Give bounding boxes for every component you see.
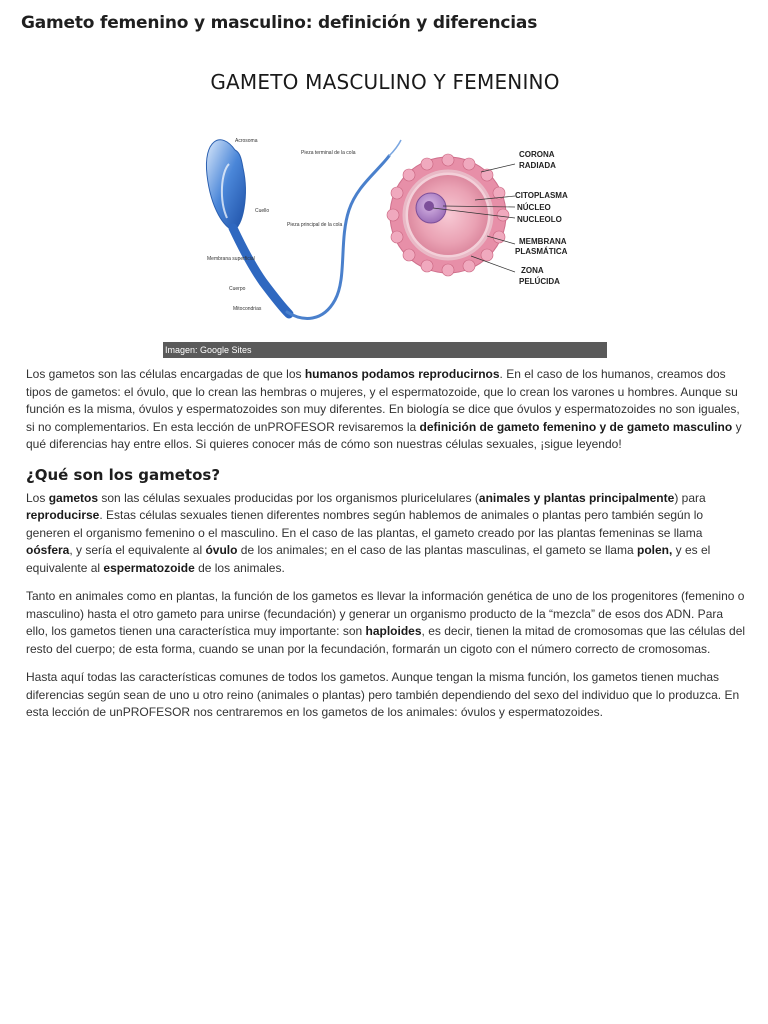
funcion-paragraph: Tanto en animales como en plantas, la función de los gametos es llevar la información genética de uno de los progenitores (femenino o masculino) hasta el otro gameto para unirse (fecundación) y generar un organismo producto de la “mezcla” de esos dos ADN. Para ello, los gametos tienen una característica muy importante: son haploides, es decir, tienen la mitad de cromosomas que las células del resto del cuerpo; de esta forma, cuando se unan por la fecundación, formarán un cigoto con el número correcto de cromosomas.: [26, 589, 746, 656]
sperm-label-cuerpo: Cuerpo: [229, 286, 246, 292]
egg-label-pelucida: PELÚCIDA: [519, 277, 560, 286]
egg-label-nucleolo: NUCLEOLO: [517, 215, 562, 224]
sperm-label-pieza-terminal: Pieza terminal de la cola: [301, 150, 356, 156]
gametes-illustration: [163, 60, 607, 358]
diferencias-paragraph: Hasta aquí todas las características comunes de todos los gametos. Aunque tengan la misma función, los gametos tienen muchas diferencias según sean de uno u otro reino (animales o plantas) pero también dependiendo del sexo del individuo que lo produzca. En esta lección de unPROFESOR nos centraremos en los gametos de los animales: óvulos y espermatozoides.: [26, 670, 740, 719]
egg-label-nucleo: NÚCLEO: [517, 203, 551, 212]
egg-label-zona: ZONA: [521, 266, 544, 275]
section-heading: ¿Qué son los gametos?: [26, 465, 221, 484]
sperm-label-membrana: Membrana superficial: [207, 256, 255, 262]
figure-heading: GAMETO MASCULINO Y FEMENINO: [210, 70, 560, 94]
page-title: Gameto femenino y masculino: definición y diferencias: [21, 13, 538, 33]
egg-drawing: [387, 154, 515, 276]
gametos-paragraph: Los gametos son las células sexuales producidas por los organismos pluricelulares (animales y plantas principalmente) para reproducirse. Estas células sexuales tienen diferentes nombres según hablemos de animales o plantas pero también según lo generen el organismo femenino o el masculino. En el caso de las plantas, el gameto creado por las plantas femeninas se llama oósfera, y sería el equivalente al óvulo de los animales; en el caso de las plantas masculinas, el gameto se llama polen, y es el equivalente al espermatozoide de los animales.: [26, 490, 711, 575]
egg-label-plasmatica: PLASMÁTICA: [515, 247, 568, 256]
sperm-label-cuello: Cuello: [255, 208, 270, 214]
sperm-label-pieza-principal: Pieza principal de la cola: [287, 222, 343, 228]
egg-label-membrana: MEMBRANA: [519, 237, 567, 246]
egg-label-radiada: RADIADA: [519, 161, 556, 170]
article-body: [26, 366, 746, 733]
image-caption: Imagen: Google Sites: [163, 342, 607, 358]
sperm-label-acrosoma: Acrosoma: [235, 138, 258, 144]
egg-label-corona: CORONA: [519, 150, 555, 159]
gametes-figure: [163, 60, 607, 358]
egg-label-citoplasma: CITOPLASMA: [515, 191, 568, 200]
intro-paragraph: Los gametos son las células encargadas de que los humanos podamos reproducirnos. En el caso de los humanos, creamos dos tipos de gametos: el óvulo, que lo crean las hembras o mujeres, y el espermatozoide, que lo crean los varones u hombres. Aunque su función es la misma, óvulos y espermatozoides son muy diferentes. En biología se dice que óvulos y espermatozoides no son iguales, si no complementarios. En esta lección de unPROFESOR revisaremos la definición de gameto femenino y de gameto masculino y qué diferencias hay entre ellos. Si quieres conocer más de cómo son nuestras células sexuales, ¡sigue leyendo!: [26, 367, 742, 451]
sperm-label-mitocondrias: Mitocondrias: [233, 306, 262, 312]
